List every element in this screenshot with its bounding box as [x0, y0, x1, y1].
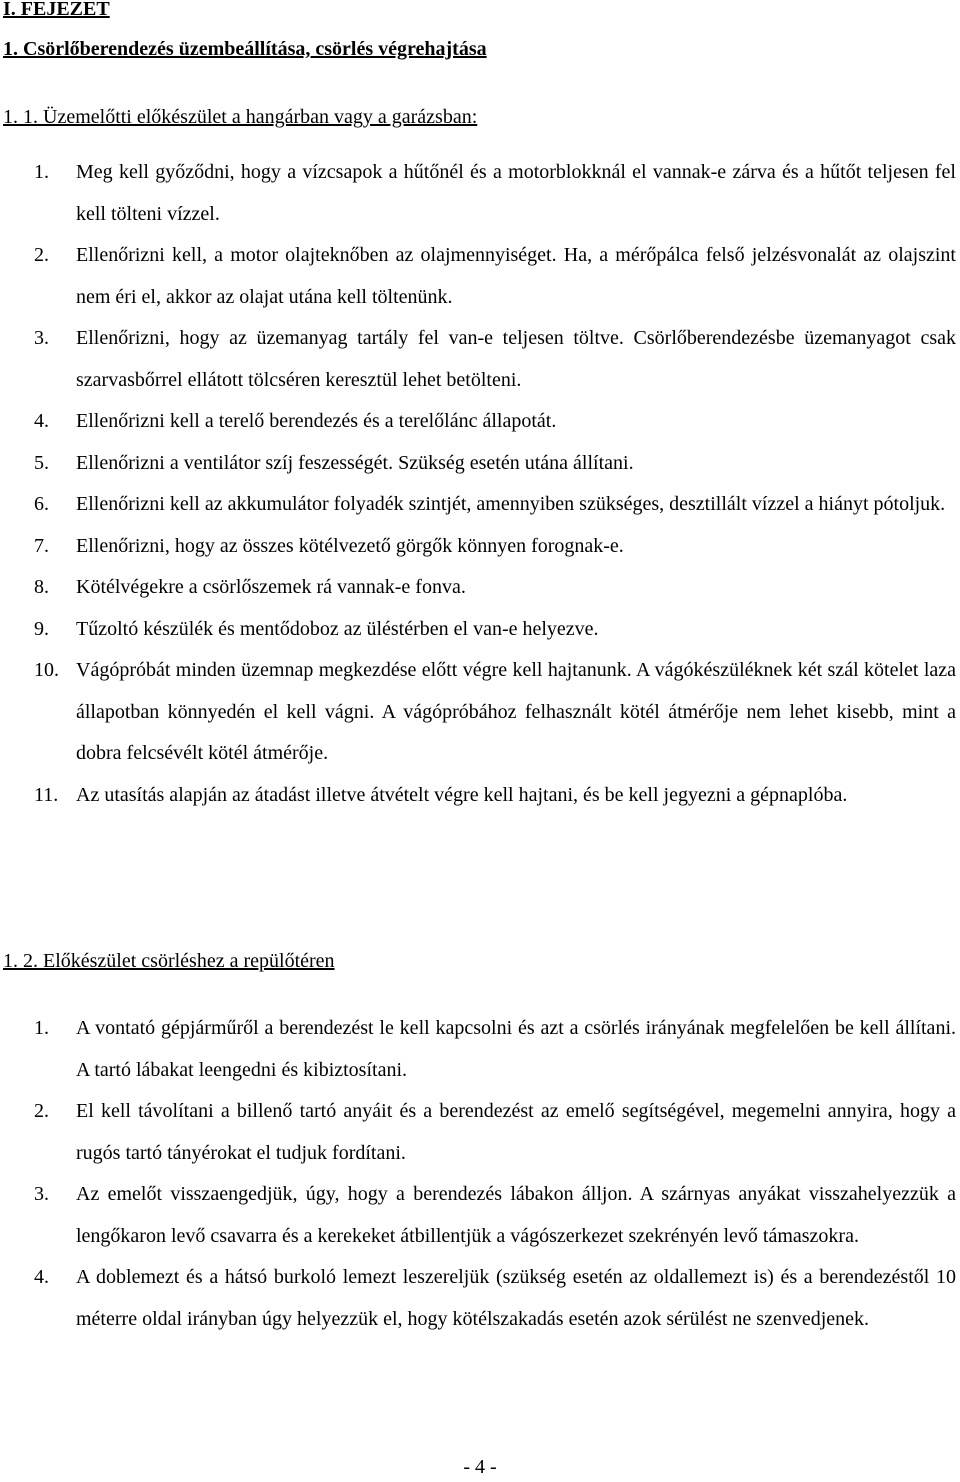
- list-item-text: Az utasítás alapján az átadást illetve átvételt végre kell hajtani, és be kell jegyezni a gépnaplóba.: [76, 783, 848, 806]
- list-item-text: Ellenőrizni a ventilátor szíj feszességét. Szükség esetén utána állítani.: [76, 451, 634, 474]
- list-item-text: A doblemezt és a hátsó burkoló lemezt leszereljük (szükség esetén az oldallemezt is) és a berendezéstől 10 méterre oldal irányban úgy helyezzük el, hogy kötélszakadás esetén azok sérülést ne szenvedjenek.: [76, 1266, 956, 1330]
- list-item-number: 4.: [34, 1266, 49, 1288]
- chapter-heading: I. FEJEZET: [3, 0, 110, 20]
- list-item-text: Vágópróbát minden üzemnap megkezdése előtt végre kell hajtanunk. A vágókészüléknek két szál kötelet laza állapotban könnyedén el kell vágni. A vágópróbához felhasznált kötél átmérője nem lehet kisebb, mint a dobra felcsévélt kötél átmérője.: [76, 659, 956, 764]
- subsection-title-2: 1. 2. Előkészület csörléshez a repülőtéren: [3, 950, 335, 972]
- list-item: [0, 152, 960, 235]
- list-item: [0, 443, 960, 485]
- list-item-number: 1.: [34, 161, 49, 183]
- list-item-number: 8.: [34, 576, 49, 598]
- list-item: [0, 318, 960, 401]
- list-item-text: Ellenőrizni kell az akkumulátor folyadék szintjét, amennyiben szükséges, desztillált vízzel a hiányt pótoljuk.: [76, 493, 946, 515]
- section-title: 1. Csörlőberendezés üzembeállítása, csörlés végrehajtása: [3, 38, 487, 60]
- list-item-text: Meg kell győződni, hogy a vízcsapok a hűtőnél és a motorblokknál el vannak-e zárva és a hűtőt teljesen fel kell tölteni vízzel.: [76, 161, 956, 225]
- list-item: [0, 609, 960, 651]
- list-item: [0, 650, 960, 775]
- list-item-text: Ellenőrizni kell a terelő berendezés és a terelőlánc állapotát.: [76, 410, 557, 432]
- list-item: [0, 567, 960, 609]
- list-item: [0, 1091, 960, 1174]
- list-item: [0, 1008, 960, 1091]
- list-item: [0, 484, 960, 526]
- page-number: - 4 -: [463, 1456, 497, 1478]
- list-item-text: El kell távolítani a billenő tartó anyáit és a berendezést az emelő segítségével, megemelni annyira, hogy a rugós tartó tányérokat el tudjuk fordítani.: [76, 1100, 956, 1164]
- list-item: [0, 401, 960, 443]
- list-item: [0, 1174, 960, 1257]
- list-item-number: 9.: [34, 617, 49, 640]
- list-item: [0, 1257, 960, 1340]
- list-item-number: 6.: [34, 493, 49, 515]
- list-item-text: A vontató gépjárműről a berendezést le kell kapcsolni és azt a csörlés irányának megfelelően be kell állítani. A tartó lábakat leengedni és kibiztosítani.: [76, 1017, 956, 1081]
- list-item: [0, 235, 960, 318]
- list-item-number: 11.: [34, 783, 59, 806]
- subsection-title-1: 1. 1. Üzemelőtti előkészület a hangárban vagy a garázsban:: [3, 106, 478, 128]
- list-item-number: 3.: [34, 327, 49, 349]
- list-item-number: 7.: [34, 534, 49, 557]
- list-item-text: Ellenőrizni, hogy az üzemanyag tartály fel van-e teljesen töltve. Csörlőberendezésbe üzemanyagot csak szarvasbőrrel ellátott tölcséren keresztül lehet betölteni.: [76, 327, 956, 391]
- list-item-number: 4.: [34, 410, 49, 432]
- list-item-text: Az emelőt visszaengedjük, úgy, hogy a berendezés lábakon álljon. A szárnyas anyákat visszahelyezzük a lengőkaron levő csavarra és a kerekeket átbillentjük a vágószerkezet szekrényén levő támaszokra.: [76, 1183, 956, 1247]
- list-item-number: 2.: [34, 1100, 49, 1122]
- list-item-number: 1.: [34, 1017, 49, 1039]
- list-item-number: 2.: [34, 244, 49, 266]
- list-item-text: Kötélvégekre a csörlőszemek rá vannak-e fonva.: [76, 576, 466, 598]
- list-item-number: 5.: [34, 451, 49, 474]
- list-item-number: 3.: [34, 1183, 49, 1205]
- list-item: [0, 526, 960, 568]
- list-item-text: Ellenőrizni, hogy az összes kötélvezető görgők könnyen forognak-e.: [76, 534, 624, 557]
- list-item-text: Tűzoltó készülék és mentődoboz az üléstérben el van-e helyezve.: [76, 617, 599, 640]
- subsection-2-list: [0, 1008, 960, 1340]
- list-item-number: 10.: [34, 659, 59, 681]
- list-item: [0, 775, 960, 817]
- subsection-1-list: [0, 152, 960, 816]
- list-item-text: Ellenőrizni kell, a motor olajteknőben az olajmennyiséget. Ha, a mérőpálca felső jelzésvonalát az olajszint nem éri el, akkor az olajat utána kell töltenünk.: [76, 244, 956, 308]
